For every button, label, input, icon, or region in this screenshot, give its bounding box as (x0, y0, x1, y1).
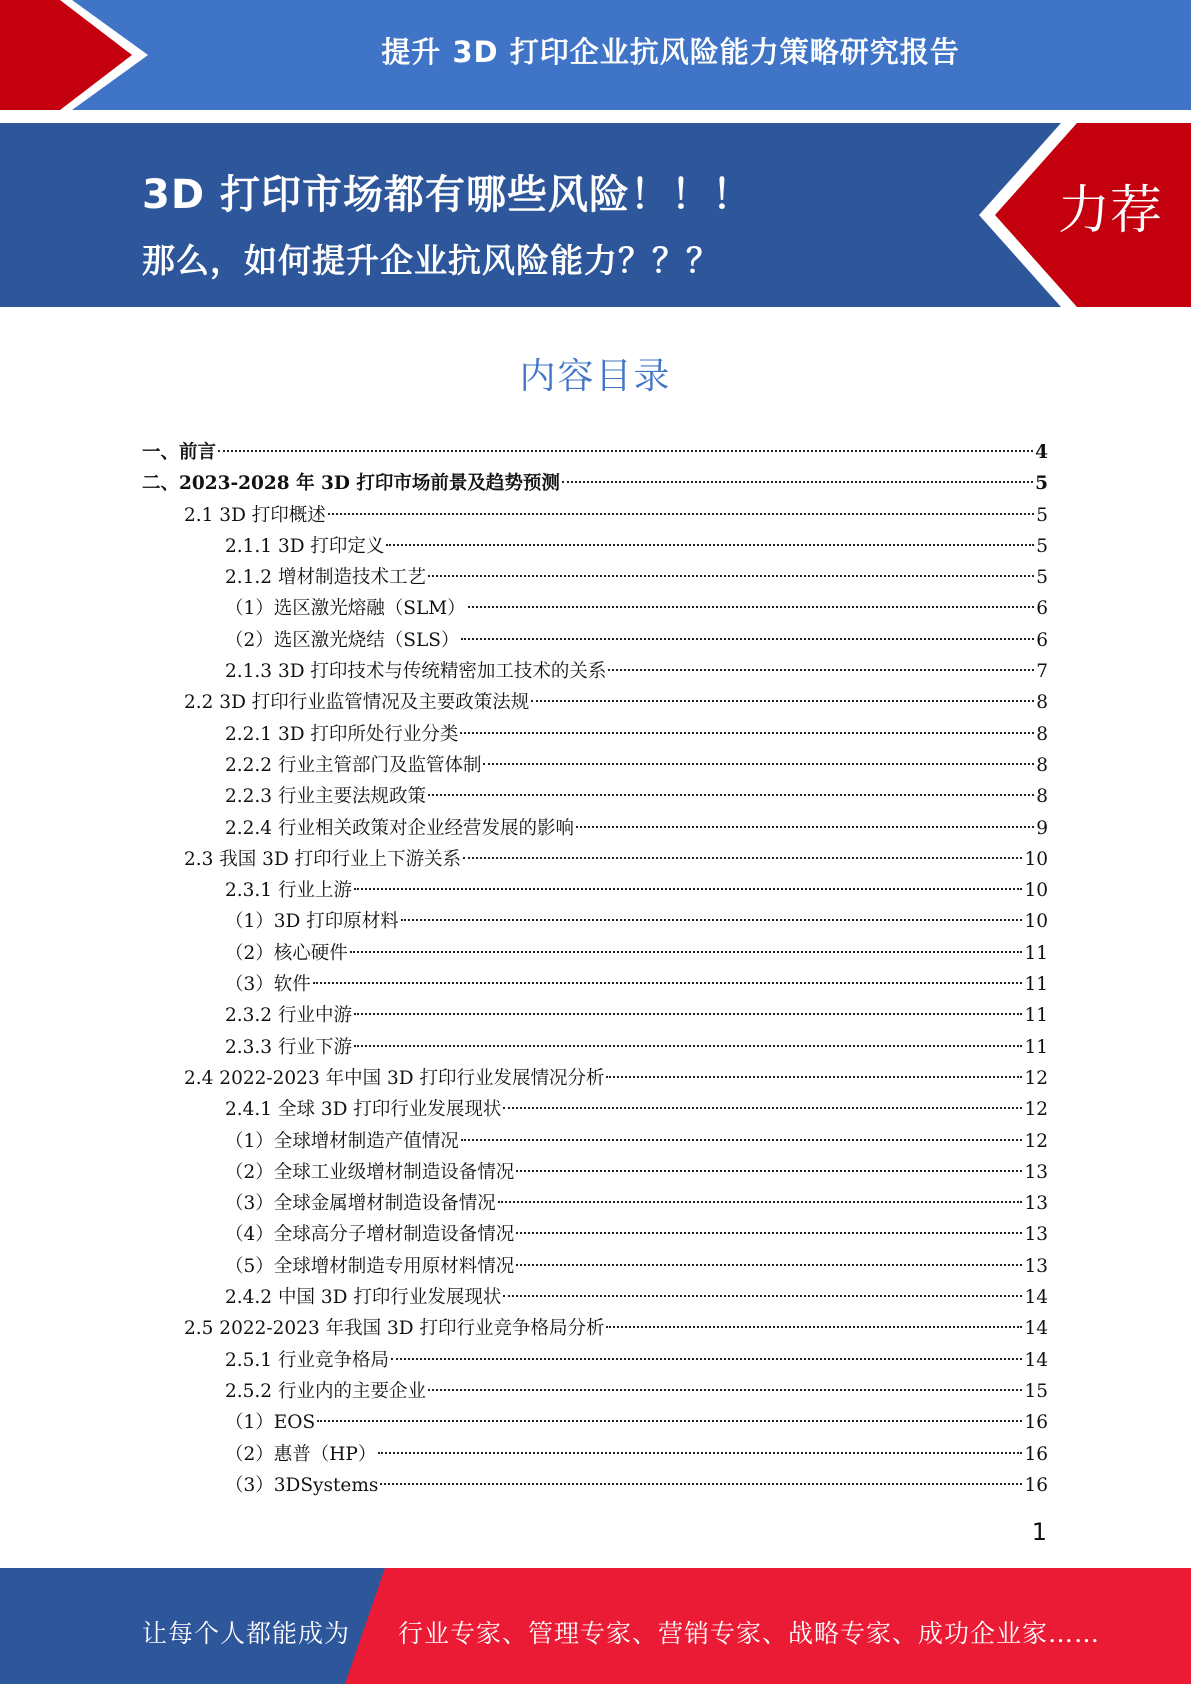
toc-dot-leader (391, 1358, 1022, 1360)
toc-entry-label: 2.3.1 行业上游 (225, 880, 352, 902)
toc-entry-label: 2.1.3 3D 打印技术与传统精密加工技术的关系 (225, 661, 607, 683)
toc-entry-label: 2.2.2 行业主管部门及监管体制 (225, 754, 482, 776)
recommend-badge: 力荐 (1058, 181, 1163, 241)
toc-title: 内容目录 (519, 356, 672, 397)
toc-dot-leader (428, 575, 1034, 577)
toc-entry-page: 10 (1024, 880, 1048, 902)
toc-dot-leader (328, 513, 1034, 515)
toc-entry-page: 11 (1024, 1005, 1048, 1027)
toc-entry-page: 4 (1035, 442, 1048, 463)
toc-entry[interactable] (142, 1439, 1048, 1470)
toc-entry-page: 11 (1024, 942, 1048, 964)
toc-entry-label: 二、2023-2028 年 3D 打印市场前景及趋势预测 (142, 473, 560, 495)
toc-entry-label: （2）选区激光烧结（SLS） (225, 629, 460, 651)
toc-entry-page: 14 (1024, 1349, 1048, 1371)
toc-entry[interactable] (142, 906, 1048, 937)
toc-dot-leader (461, 1139, 1023, 1141)
toc-dot-leader (516, 1232, 1022, 1234)
toc-entry-page: 12 (1024, 1067, 1048, 1089)
toc-entry-label: 2.4 2022-2023 年中国 3D 打印行业发展情况分析 (184, 1067, 605, 1089)
toc-entry-page: 9 (1036, 817, 1048, 839)
toc-entry[interactable] (142, 1219, 1048, 1250)
page-number: 1 (1031, 1518, 1047, 1546)
toc-entry[interactable] (142, 1376, 1048, 1407)
toc-entry[interactable] (142, 1313, 1048, 1344)
toc-entry-label: （3）3DSystems (225, 1474, 379, 1496)
toc-entry-label: 2.3.2 行业中游 (225, 1005, 352, 1027)
toc-entry-page: 7 (1036, 661, 1048, 683)
toc-entry-page: 5 (1036, 535, 1048, 557)
toc-entry-label: （2）惠普（HP） (225, 1443, 377, 1465)
toc-dot-leader (380, 1483, 1022, 1485)
toc-entry-label: 2.2.4 行业相关政策对企业经营发展的影响 (225, 817, 574, 839)
toc-entry[interactable] (142, 625, 1048, 656)
report-title: 提升 3D 打印企业抗风险能力策略研究报告 (381, 34, 960, 69)
toc-entry[interactable] (142, 687, 1048, 718)
toc-entry-label: 2.4.2 中国 3D 打印行业发展现状 (225, 1287, 502, 1309)
toc-entry-page: 5 (1036, 567, 1048, 589)
toc-entry-label: 2.2.3 行业主要法规政策 (225, 786, 426, 808)
toc-entry[interactable] (142, 938, 1048, 969)
toc-entry-label: （3）软件 (225, 974, 311, 996)
toc-entry-page: 8 (1036, 754, 1048, 776)
toc-dot-leader (608, 669, 1034, 671)
toc-dot-leader (218, 450, 1033, 452)
toc-entry-page: 16 (1024, 1443, 1048, 1465)
toc-entry[interactable] (142, 531, 1048, 562)
toc-entry-page: 14 (1024, 1287, 1048, 1309)
toc-entry-label: 2.3.3 行业下游 (225, 1036, 352, 1058)
toc-entry-page: 16 (1024, 1474, 1048, 1496)
toc-entry-page: 16 (1024, 1412, 1048, 1434)
toc-dot-leader (531, 700, 1034, 702)
toc-entry-label: （1）选区激光熔融（SLM） (225, 598, 466, 620)
toc-entry-label: 一、前言 (142, 442, 217, 463)
footer-slogan-left: 让每个人都能成为 (142, 1619, 351, 1648)
toc-entry-page: 6 (1036, 598, 1048, 620)
toc-entry-label: 2.2.1 3D 打印所处行业分类 (225, 723, 459, 745)
toc-entry[interactable] (142, 719, 1048, 750)
toc-entry-label: （5）全球增材制造专用原材料情况 (225, 1255, 515, 1277)
toc-entry-page: 13 (1024, 1224, 1048, 1246)
toc-dot-leader (606, 1326, 1022, 1328)
toc-entry[interactable] (142, 1407, 1048, 1438)
toc-entry-page: 13 (1024, 1161, 1048, 1183)
toc-dot-leader (562, 481, 1033, 483)
toc-entry[interactable] (142, 1157, 1048, 1188)
toc-entry-label: 2.4.1 全球 3D 打印行业发展现状 (225, 1099, 502, 1121)
toc-entry[interactable] (142, 468, 1048, 499)
toc-entry-label: （2）全球工业级增材制造设备情况 (225, 1161, 515, 1183)
toc-entry[interactable] (142, 593, 1048, 624)
toc-dot-leader (428, 1389, 1022, 1391)
toc-entry[interactable] (142, 1094, 1048, 1125)
toc-entry-page: 8 (1036, 786, 1048, 808)
toc-entry-label: 2.2 3D 打印行业监管情况及主要政策法规 (184, 692, 530, 714)
toc-dot-leader (378, 1452, 1022, 1454)
toc-entry-label: 2.5.1 行业竞争格局 (225, 1349, 389, 1371)
toc-dot-leader (313, 982, 1023, 984)
toc-entry-label: （1）全球增材制造产值情况 (225, 1130, 459, 1152)
toc-entry-label: （1）EOS (225, 1412, 316, 1434)
toc-dot-leader (503, 1107, 1022, 1109)
toc-entry-page: 5 (1035, 473, 1048, 495)
toc-dot-leader (516, 1264, 1022, 1266)
toc-entry-page: 15 (1024, 1380, 1048, 1402)
toc-entry[interactable] (142, 813, 1048, 844)
toc-entry-page: 8 (1036, 692, 1048, 714)
toc-entry-label: （4）全球高分子增材制造设备情况 (225, 1224, 515, 1246)
toc-entry-page: 11 (1024, 974, 1048, 996)
toc-dot-leader (468, 606, 1035, 608)
red-arrow-decoration (0, 0, 150, 110)
toc-entry[interactable] (142, 562, 1048, 593)
toc-entry[interactable] (142, 500, 1048, 531)
toc-entry-label: （3）全球金属增材制造设备情况 (225, 1193, 496, 1215)
toc-entry-page: 8 (1036, 723, 1048, 745)
toc-entry[interactable] (142, 1251, 1048, 1282)
toc-entry-page: 12 (1024, 1099, 1048, 1121)
toc-entry-label: （1）3D 打印原材料 (225, 911, 399, 933)
toc-entry-label: 2.5.2 行业内的主要企业 (225, 1380, 426, 1402)
toc-dot-leader (576, 826, 1034, 828)
toc-dot-leader (461, 638, 1034, 640)
toc-entry-page: 13 (1024, 1193, 1048, 1215)
toc-entry-page: 14 (1024, 1318, 1048, 1340)
toc-entry[interactable] (142, 1470, 1048, 1501)
toc-entry[interactable] (142, 1126, 1048, 1157)
toc-entry-label: 2.5 2022-2023 年我国 3D 打印行业竞争格局分析 (184, 1318, 605, 1340)
toc-dot-leader (401, 919, 1023, 921)
toc-dot-leader (350, 951, 1023, 953)
table-of-contents (142, 437, 1048, 1501)
toc-entry[interactable] (142, 1282, 1048, 1313)
toc-entry[interactable] (142, 844, 1048, 875)
toc-entry-page: 5 (1036, 504, 1048, 526)
toc-entry-label: 2.1.2 增材制造技术工艺 (225, 567, 426, 589)
toc-entry[interactable] (142, 1188, 1048, 1219)
toc-entry-label: 2.1 3D 打印概述 (184, 504, 326, 526)
toc-entry[interactable] (142, 750, 1048, 781)
toc-dot-leader (354, 1013, 1023, 1015)
toc-dot-leader (428, 794, 1034, 796)
toc-entry-page: 10 (1024, 848, 1048, 870)
header-gap (0, 110, 1191, 123)
toc-dot-leader (606, 1076, 1022, 1078)
toc-entry[interactable] (142, 875, 1048, 906)
toc-entry[interactable] (142, 781, 1048, 812)
toc-dot-leader (460, 732, 1034, 734)
headline-line-2: 那么，如何提升企业抗风险能力？？？ (142, 241, 720, 280)
toc-dot-leader (463, 857, 1022, 859)
top-header-bar (0, 0, 1191, 110)
toc-entry-page: 13 (1024, 1255, 1048, 1277)
toc-entry[interactable] (142, 969, 1048, 1000)
toc-entry[interactable] (142, 1032, 1048, 1063)
toc-dot-leader (483, 763, 1034, 765)
toc-entry[interactable] (142, 1063, 1048, 1094)
toc-dot-leader (503, 1295, 1022, 1297)
toc-entry-page: 11 (1024, 1036, 1048, 1058)
toc-entry-page: 6 (1036, 629, 1048, 651)
toc-dot-leader (498, 1201, 1023, 1203)
footer-slogan-right: 行业专家、管理专家、营销专家、战略专家、成功企业家…… (398, 1619, 1101, 1648)
toc-entry-page: 10 (1024, 911, 1048, 933)
toc-dot-leader (354, 888, 1023, 890)
toc-entry-page: 12 (1024, 1130, 1048, 1152)
toc-entry[interactable] (142, 1000, 1048, 1031)
headline-line-1: 3D 打印市场都有哪些风险！！！ (142, 172, 753, 218)
toc-entry-label: （2）核心硬件 (225, 942, 348, 964)
toc-dot-leader (317, 1420, 1022, 1422)
toc-dot-leader (354, 1045, 1023, 1047)
toc-entry-label: 2.1.1 3D 打印定义 (225, 535, 385, 557)
toc-dot-leader (386, 544, 1034, 546)
toc-entry[interactable] (142, 1345, 1048, 1376)
toc-entry[interactable] (142, 656, 1048, 687)
toc-entry[interactable] (142, 437, 1048, 468)
toc-dot-leader (516, 1170, 1022, 1172)
toc-entry-label: 2.3 我国 3D 打印行业上下游关系 (184, 848, 462, 870)
headline-banner (0, 123, 1191, 307)
